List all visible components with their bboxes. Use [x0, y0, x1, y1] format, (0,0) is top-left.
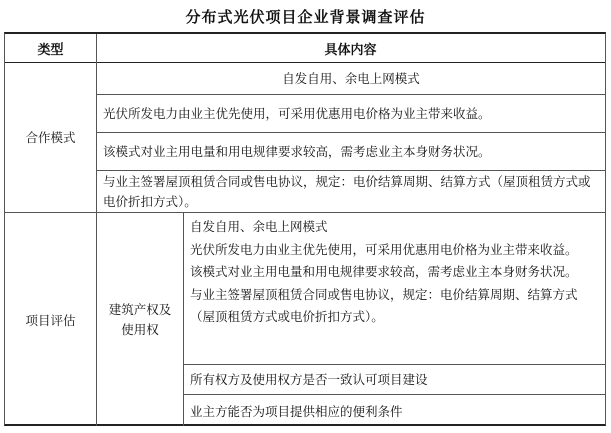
- evaluation-table: [4, 32, 606, 426]
- building-rights-block: [184, 212, 605, 364]
- header-content: 具体内容: [324, 42, 377, 58]
- cooperation-mode-label: 合作模式: [25, 130, 76, 145]
- page-title: 分布式光伏项目企业背景调查评估: [185, 8, 426, 26]
- header-type: 类型: [37, 42, 64, 58]
- block-line-requirement: 该模式对业主用电量和用电规律要求较高，需考虑业主本身财务状况。: [190, 264, 578, 279]
- owner-consent-row: 所有权方及使用权方是否一致认可项目建设: [190, 372, 428, 387]
- building-rights-label: 建筑产权及使用权: [108, 301, 172, 337]
- cooperation-row-agreement: 与业主签署屋顶租赁合同或售电协议，规定：电价结算周期、结算方式（屋顶租赁方式或电价折扣方式）。: [103, 174, 591, 209]
- row-divider: [96, 170, 605, 171]
- owner-convenience-row: 业主方能否为项目提供相应的便利条件: [190, 403, 403, 419]
- cooperation-row-requirement: 该模式对业主用电量和用电规律要求较高，需考虑业主本身财务状况。: [103, 144, 491, 159]
- cooperation-row-benefit: 光伏所发电力由业主优先使用，可采用优惠用电价格为业主带来收益。: [103, 106, 491, 121]
- cooperation-row-model: 自发自用、余电上网模式: [282, 71, 420, 86]
- block-line-benefit: 光伏所发电力由业主优先使用，可采用优惠用电价格为业主带来收益。: [190, 241, 578, 257]
- project-evaluation-label: 项目评估: [25, 312, 76, 328]
- block-line-agreement: 与业主签署屋顶租赁合同或售电协议，规定：电价结算周期、结算方式（屋顶租赁方式或电价折扣方式）。: [190, 286, 578, 324]
- block-line-model: 自发自用、余电上网模式: [190, 219, 328, 234]
